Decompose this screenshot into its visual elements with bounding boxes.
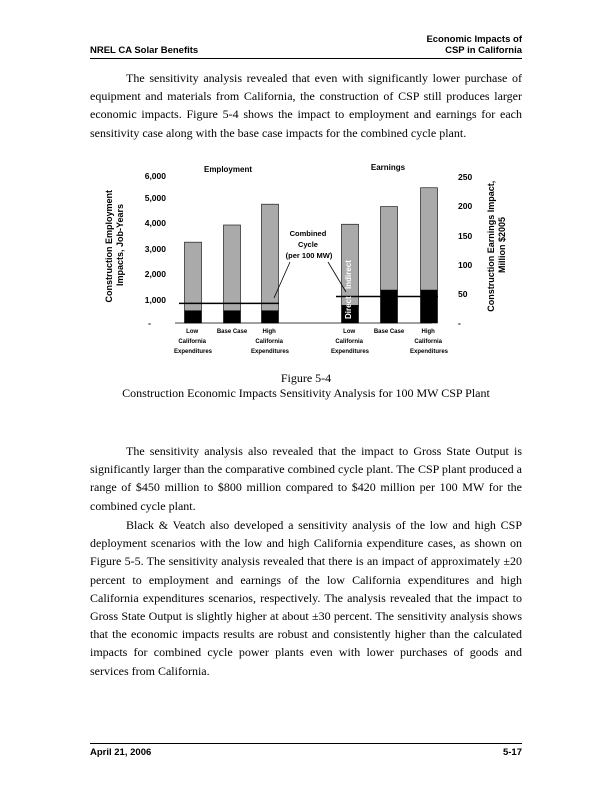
header-left-title: NREL CA Solar Benefits bbox=[90, 45, 199, 56]
right-axis-label-line1: Construction Earnings Impact, bbox=[486, 180, 496, 312]
combined-cycle-label-line2: Cycle bbox=[297, 240, 318, 249]
cat-earn-high-l1: High bbox=[421, 329, 435, 335]
cat-earn-low-l3: Expenditures bbox=[330, 349, 370, 355]
header-right-line1: Economic Impacts of bbox=[426, 34, 522, 45]
header-right-title bbox=[426, 34, 522, 56]
paragraph-2: The sensitivity analysis also revealed that the impact to Gross State Output is significantly larger than the comparative combined cycle plant. The CSP plant produced a range of $450 million to $800 million compared to $420 million per 100 MW for the combined cycle plant. bbox=[90, 444, 522, 513]
footer-page-number: 5-17 bbox=[502, 747, 522, 758]
cat-emp-low-l1: Low bbox=[186, 329, 199, 335]
left-axis-label-line1: Construction Employment bbox=[104, 190, 114, 303]
direct-label: Direct bbox=[344, 296, 353, 319]
bar-employment-indirect-0 bbox=[185, 242, 202, 311]
bar-earnings-indirect-1 bbox=[381, 207, 398, 290]
cat-emp-base: Base Case bbox=[216, 329, 248, 335]
cat-earn-high bbox=[410, 329, 449, 355]
right-tick-5: 250 bbox=[458, 172, 473, 182]
figure-5-4-chart bbox=[90, 158, 522, 358]
left-tick-5: 5,000 bbox=[144, 193, 166, 203]
right-axis-ticks bbox=[458, 172, 472, 328]
bar-earnings-indirect-2 bbox=[421, 188, 438, 290]
figure-number: Figure 5-4 bbox=[280, 371, 332, 385]
footer-rule bbox=[90, 743, 522, 744]
cat-emp-low-l3: Expenditures bbox=[173, 349, 213, 355]
cat-earn-high-l2: California bbox=[414, 339, 442, 345]
right-tick-1: 50 bbox=[458, 289, 468, 299]
left-tick-0: - bbox=[148, 318, 151, 328]
cat-emp-high bbox=[251, 329, 290, 355]
category-labels bbox=[174, 329, 449, 355]
left-tick-2: 2,000 bbox=[144, 269, 166, 279]
header-right-line2: CSP in California bbox=[445, 45, 522, 56]
panel-title-employment: Employment bbox=[203, 165, 253, 174]
left-tick-4: 4,000 bbox=[144, 218, 166, 228]
figure-title: Construction Economic Impacts Sensitivity Analysis for 100 MW CSP Plant bbox=[122, 386, 490, 400]
right-tick-3: 150 bbox=[458, 231, 473, 241]
cat-emp-low-l2: California bbox=[178, 339, 206, 345]
right-tick-2: 100 bbox=[458, 260, 473, 270]
right-axis-label bbox=[486, 178, 507, 312]
bar-employment-indirect-1 bbox=[224, 225, 241, 311]
right-axis-label-line2: Million $2005 bbox=[497, 216, 507, 274]
cat-earn-low bbox=[331, 329, 370, 355]
panel-title-earnings: Earnings bbox=[370, 163, 406, 172]
cat-earn-low-l1: Low bbox=[343, 329, 356, 335]
combined-cycle-label-line1: Combined bbox=[289, 229, 327, 238]
cat-emp-high-l2: California bbox=[255, 339, 283, 345]
header-rule bbox=[90, 58, 522, 59]
right-tick-0: - bbox=[458, 318, 461, 328]
cat-emp-low bbox=[174, 329, 213, 355]
left-axis-label bbox=[104, 187, 125, 302]
left-axis-label-line2: Impacts, Job-Years bbox=[115, 203, 125, 287]
cat-earn-high-l3: Expenditures bbox=[409, 349, 449, 355]
combined-cycle-label bbox=[286, 229, 333, 260]
indirect-label: Indirect bbox=[344, 260, 353, 289]
paragraph-3: Black & Veatch also developed a sensitivity analysis of the low and high CSP deployment scenarios with the low and high California expenditure cases, as shown on Figure 5-5. The sensitivity analysis revealed that there is an impact of approximately ±20 percent to employment and earnings of the low California expenditures and high California expenditures scenarios, respectively. The analysis revealed that the impact to Gross State Output is slightly higher at about ±30 percent. The sensitivity analysis shows that the economic impacts results are robust and consistently higher than the calculated impacts for combined cycle power plants even with lower purchases of goods and services from California. bbox=[90, 518, 522, 678]
paragraph-1: The sensitivity analysis revealed that even with significantly lower purchase of equipment and materials from California, the construction of CSP still produces larger economic impacts. Figure 5-4 shows the impact to employment and earnings for each sensitivity case along with the base case impacts for the combined cycle plant. bbox=[90, 71, 522, 140]
figure-caption bbox=[90, 371, 522, 401]
bar-employment-direct-1 bbox=[224, 311, 241, 323]
right-tick-4: 200 bbox=[458, 201, 473, 211]
bar-employment-direct-2 bbox=[262, 311, 279, 323]
combined-cycle-label-line3: (per 100 MW) bbox=[285, 251, 333, 260]
cat-emp-high-l3: Expenditures bbox=[250, 349, 290, 355]
footer-date: April 21, 2006 bbox=[90, 747, 152, 758]
left-axis-ticks bbox=[145, 171, 167, 328]
bar-earnings-direct-1 bbox=[381, 290, 398, 323]
cat-earn-base: Base Case bbox=[373, 329, 405, 335]
bar-employment-indirect-2 bbox=[262, 204, 279, 311]
left-tick-1: 1,000 bbox=[144, 295, 166, 305]
left-tick-6: 6,000 bbox=[144, 171, 166, 181]
left-tick-3: 3,000 bbox=[144, 244, 166, 254]
bar-earnings-direct-2 bbox=[421, 290, 438, 323]
bar-employment-direct-0 bbox=[185, 311, 202, 323]
cat-emp-high-l1: High bbox=[262, 329, 276, 335]
cat-earn-low-l2: California bbox=[335, 339, 363, 345]
